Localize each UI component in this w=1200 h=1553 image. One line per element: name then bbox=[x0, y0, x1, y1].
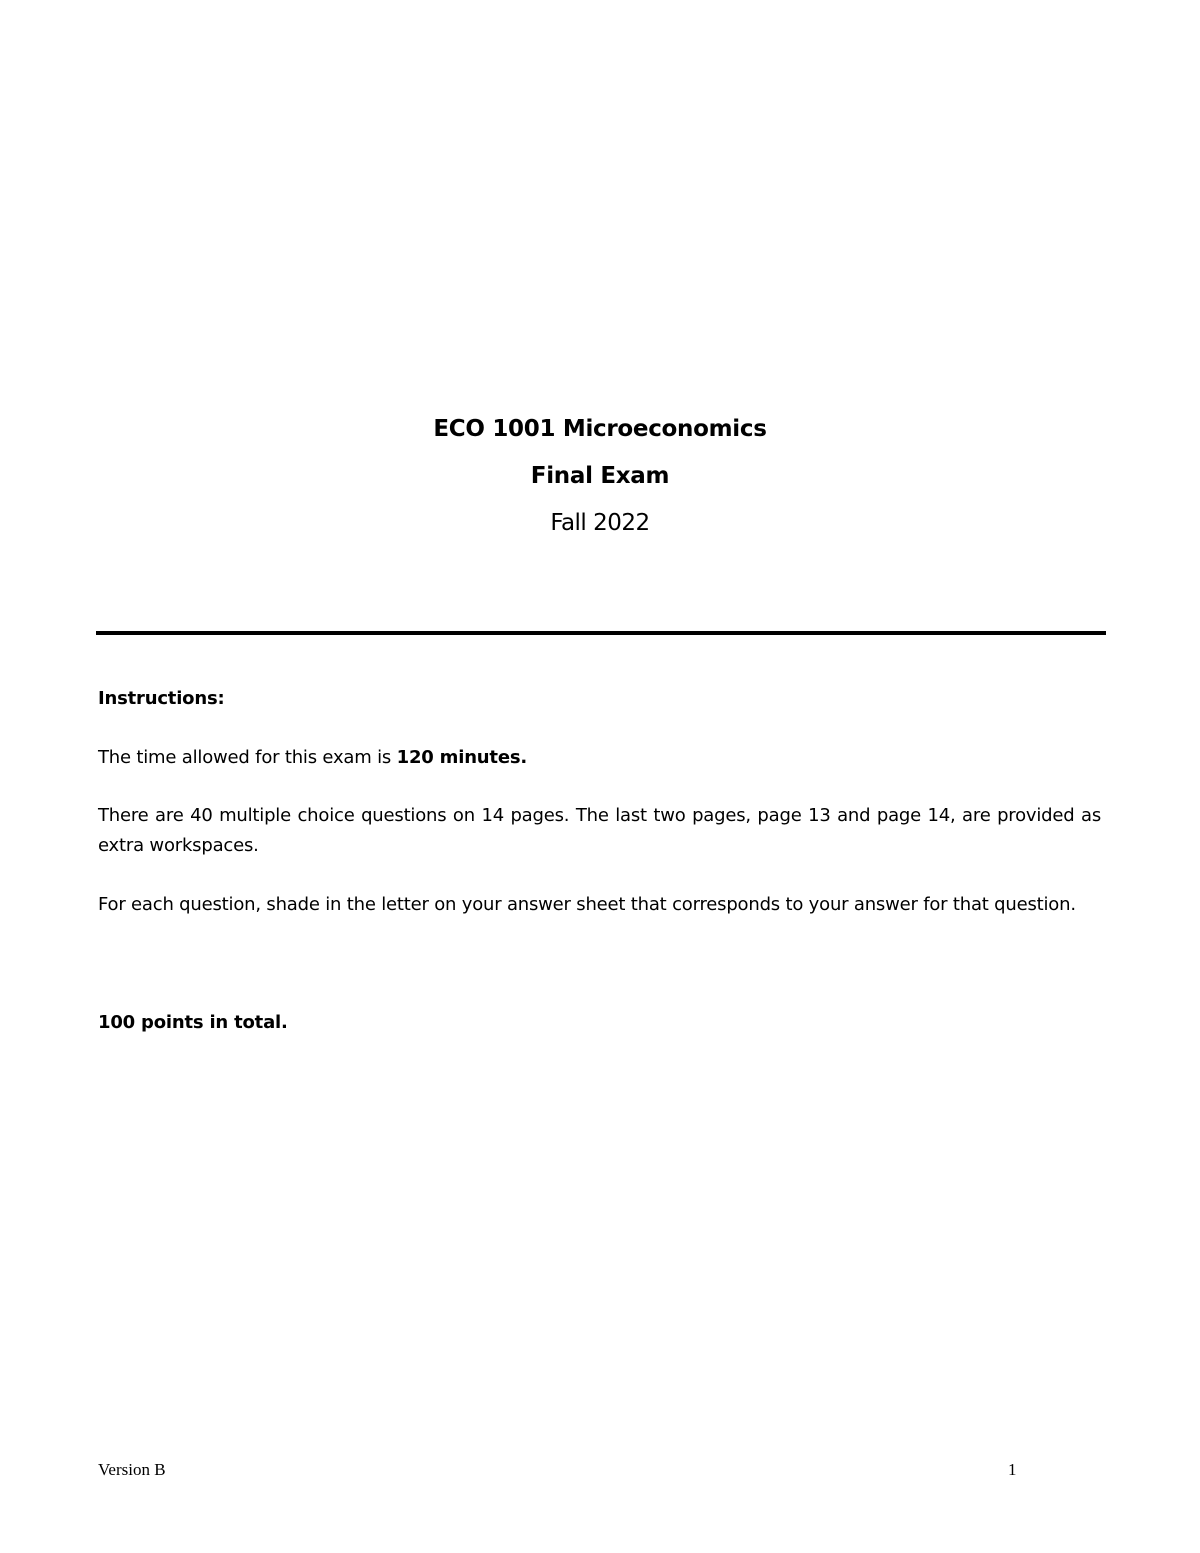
questions-paragraph: There are 40 multiple choice questions on 14 pages. The last two pages, page 13 and page 14, are provided as extra workspaces. bbox=[98, 805, 1101, 856]
total-points: 100 points in total. bbox=[98, 1012, 288, 1033]
instructions-heading: Instructions: bbox=[98, 688, 225, 709]
time-allowed-prefix: The time allowed for this exam is bbox=[98, 747, 397, 768]
answer-sheet-paragraph: For each question, shade in the letter on your answer sheet that corresponds to your answer for that question. bbox=[98, 894, 1076, 915]
exam-title: Final Exam bbox=[530, 463, 670, 489]
time-allowed-line bbox=[98, 743, 1101, 773]
time-allowed-value: 120 minutes. bbox=[396, 747, 527, 768]
course-title: ECO 1001 Microeconomics bbox=[433, 416, 767, 442]
horizontal-divider bbox=[96, 631, 1106, 635]
footer-version: Version B bbox=[98, 1460, 166, 1479]
exam-term: Fall 2022 bbox=[550, 510, 650, 536]
footer-page-number: 1 bbox=[1008, 1460, 1017, 1479]
